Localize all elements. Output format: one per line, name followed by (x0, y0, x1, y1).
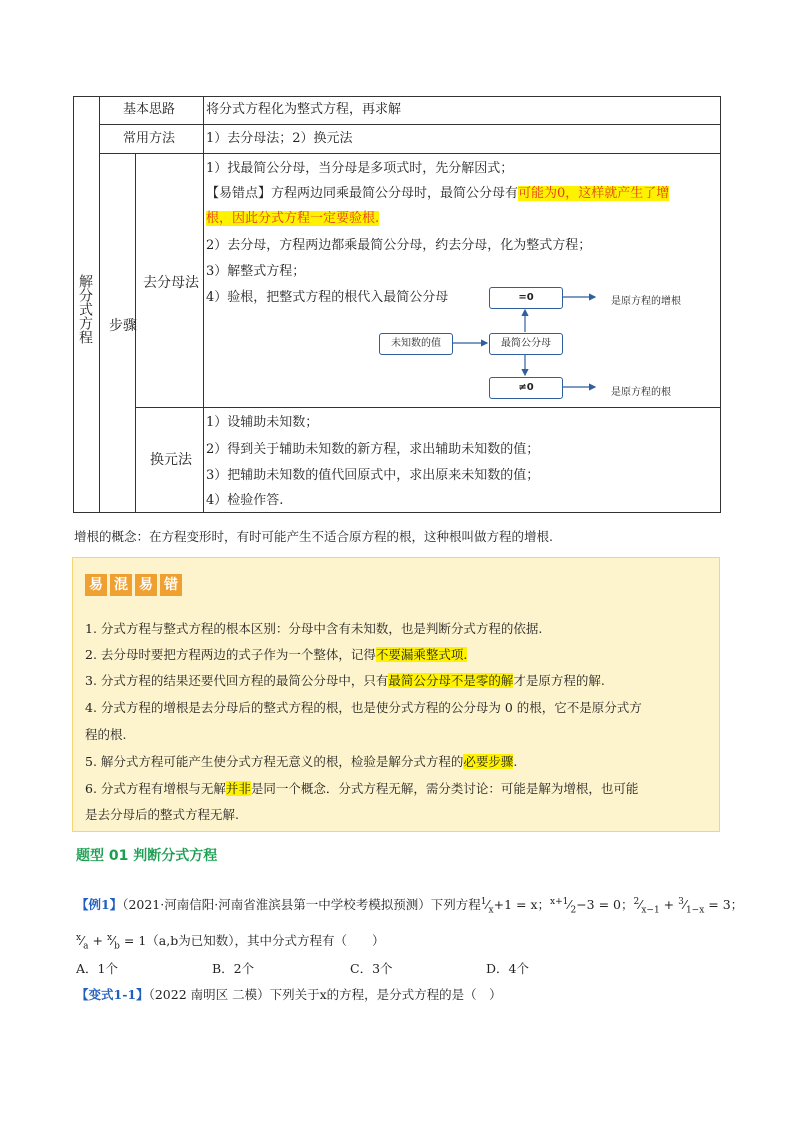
note-item-6 (85, 780, 638, 798)
eq2: −3 = 0； (576, 897, 634, 913)
pitfall-text: 方程两边同乘最简公分母时，最简公分母有 (271, 186, 519, 201)
sub-step3: 3）把辅助未知数的值代回原式中，求出原来未知数的值； (206, 468, 540, 483)
note-item-6-text: 6. 分式方程有增根与无解 (85, 781, 226, 796)
eq3: = 3； (708, 897, 744, 913)
pitfall-note-box (72, 557, 720, 832)
method-table (73, 96, 721, 513)
den-step4: 4）验根，把整式方程的根代入最简公分母 (206, 290, 449, 305)
steps-label: 步骤 (109, 318, 137, 334)
den-step3: 3）解整式方程； (206, 264, 306, 279)
root-label: 是原方程的根 (611, 387, 671, 398)
sub-step1: 1）设辅助未知数； (206, 415, 319, 430)
extraneous-label: 是原方程的增根 (611, 296, 681, 307)
den-step1: 1）找最简公分母，当分母是多项式时，先分解因式； (206, 161, 514, 176)
note-item-5-text: 5. 解分式方程可能产生使分式方程无意义的根，检验是解分式方程的 (85, 754, 464, 769)
unknown-value-box: 未知数的值 (379, 333, 453, 355)
section-title: 题型 01 判断分式方程 (76, 848, 218, 864)
main-label: 解分式方程 (77, 274, 93, 344)
example-1-tail: （a,b为已知数），其中分式方程有（ ） (146, 933, 385, 949)
note-item-5 (85, 753, 517, 771)
eq-zero-box: =0 (489, 287, 563, 309)
eq4: = 1 (123, 933, 147, 949)
note-item-2 (85, 646, 467, 664)
sub-step4: 4）检验作答. (206, 493, 284, 508)
row-label-methods: 常用方法 (123, 131, 176, 146)
variant-1-1 (76, 986, 502, 1004)
note-item-3 (85, 672, 605, 690)
pitfall-red2: 根，因此分式方程一定要验根. (206, 211, 380, 226)
option-b[interactable]: B．2个 (212, 961, 255, 976)
example-1-line2 (76, 929, 384, 956)
eq4-frac: $^x⁄_a$ + $^x⁄_b$ (76, 933, 120, 952)
example-1-source: （2021·河南信阳·河南省淮滨县第一中学校考模拟预测）下列方程 (122, 897, 481, 913)
pitfall-tag: 【易错点】 (206, 186, 272, 201)
badge-1: 易 (85, 574, 107, 596)
denominator-method-label: 去分母法 (143, 275, 199, 291)
row-label-idea: 基本思路 (123, 102, 176, 117)
pitfall-red1: 可能为0，这样就产生了增 (518, 186, 670, 201)
note-item-5-tail: . (513, 754, 518, 769)
row-content-methods: 1）去分母法；2）换元法 (206, 131, 353, 146)
eq1: +1 = x； (493, 897, 551, 913)
note-item-6-cont: 是去分母后的整式方程无解. (85, 807, 239, 822)
badge-4: 错 (160, 574, 182, 596)
note-item-3-highlight: 最简公分母不是零的解 (388, 673, 514, 688)
note-item-2-highlight: 不要漏乘整式项. (375, 647, 468, 662)
option-a[interactable]: A．1个 (76, 961, 118, 976)
note-item-4-cont: 程的根. (85, 727, 127, 742)
example-1-line1 (76, 893, 743, 920)
neq-zero-box: ≠0 (489, 377, 563, 399)
den-step2: 2）去分母，方程两边都乘最简公分母，约去分母，化为整式方程； (206, 238, 592, 253)
example-1-tag: 【例1】 (76, 897, 123, 913)
note-item-3-tail: 才是原方程的解. (513, 673, 605, 688)
note-item-6-highlight: 并非 (225, 781, 251, 796)
sub-step2: 2）得到关于辅助未知数的新方程，求出辅助未知数的值； (206, 442, 540, 457)
eq3-frac: $^2⁄_{x-1}$ + $^3⁄_{1-x}$ (633, 897, 705, 916)
eq1-frac: $^1⁄_x$ (480, 897, 494, 916)
eq2-frac: $^{x+1}⁄_2$ (550, 897, 577, 916)
lcd-box: 最简公分母 (489, 333, 563, 355)
note-item-6-tail: 是同一个概念．分式方程无解，需分类讨论：可能是解为增根，也可能 (250, 781, 639, 796)
note-item-2-text: 2. 去分母时要把方程两边的式子作为一个整体，记得 (85, 647, 376, 662)
option-d[interactable]: D．4个 (486, 961, 529, 976)
badge-2: 混 (110, 574, 132, 596)
note-item-5-highlight: 必要步骤 (463, 754, 514, 769)
extraneous-root-concept: 增根的概念：在方程变形时，有时可能产生不适合原方程的根，这种根叫做方程的增根. (74, 529, 553, 544)
variant-1-1-tag: 【变式1-1】 (76, 987, 149, 1002)
note-item-3-text: 3. 分式方程的结果还要代回方程的最简公分母中，只有 (85, 673, 389, 688)
note-item-1: 1. 分式方程与整式方程的根本区别：分母中含有未知数，也是判断分式方程的依据. (85, 621, 543, 636)
variant-1-1-text: （2022 南明区 二模）下列关于x的方程，是分式方程的是（ ） (148, 987, 502, 1002)
substitution-method-label: 换元法 (150, 452, 192, 468)
note-item-4: 4. 分式方程的增根是去分母后的整式方程的根，也是使分式方程的公分母为 0 的根，它不是原分式方 (85, 700, 642, 715)
badge-3: 易 (135, 574, 157, 596)
option-c[interactable]: C．3个 (350, 961, 393, 976)
row-content-idea: 将分式方程化为整式方程，再求解 (206, 102, 402, 117)
